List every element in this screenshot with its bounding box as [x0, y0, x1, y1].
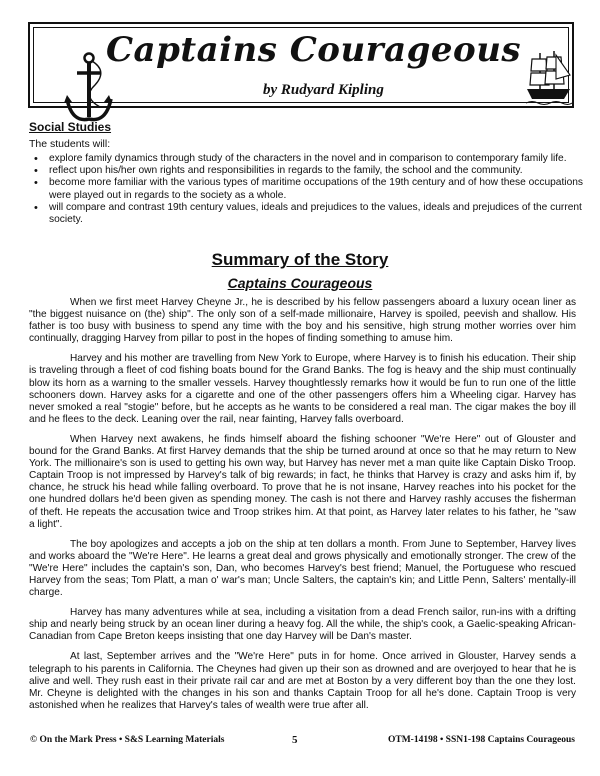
story-paragraph: At last, September arrives and the "We're Here" puts in for home. Once arrived in Glouster, Harvey sends a telegraph to his parents in California. The Cheynes had given up their son as drowned and are overjoyed to hear that he is alive and well. They rush east in their private rail car and are met at Boston by a very different boy than the one they lost. Mr. Cheyne is delighted with the changes in his son and thanks Captain Troop for all he's done. Captain Troop is very astonished when he realizes that Harvey's tales of wealth were true after all. — [29, 651, 576, 711]
banner-title: Captains Courageous — [106, 30, 522, 70]
banner-author: by Rudyard Kipling — [263, 82, 384, 98]
story-paragraph: When we first meet Harvey Cheyne Jr., he is described by his fellow passengers aboard a luxury ocean liner as "the biggest nuisance on (the) ship". The only son of a self-made millionaire, Harvey is spoiled, peevish and shallow. His father is too busy with business to spend any time with the boy and his sensitive, high strung mother worries over him continually, dragging Harvey from pillar to post in the hopes of finding something to amuse him. — [29, 297, 576, 345]
list-item: • explore family dynamics through study of the characters in the novel and in comparison to contemporary family life. — [49, 153, 594, 165]
list-item: • will compare and contrast 19th century values, ideals and prejudices to the values, ideals and prejudices of the current society. — [49, 202, 594, 226]
list-item: • reflect upon his/her own rights and responsibilities in regards to the family, the school and the community. — [49, 165, 594, 177]
story-paragraph: Harvey has many adventures while at sea, including a visitation from a dead French sailor, run-ins with a drifting ship and nearly being struck by an ocean liner during a heavy fog. All the while, the ship's cook, a Gaelic-speaking African-Canadian from Cape Breton keeps insisting that one day Harvey will be Dan's master. — [29, 607, 576, 643]
story-summary — [29, 297, 576, 720]
footer-catalog: OTM-14198 • SSN1-198 Captains Courageous — [387, 735, 575, 745]
social-studies-heading: Social Studies — [29, 120, 112, 134]
story-paragraph: Harvey and his mother are travelling from New York to Europe, where Harvey is to finish his education. Their ship is traveling through a fleet of cod fishing boats bound for the Grand Banks. The fog is heavy and the ship must continually blow its horn as a warning to the smaller vessels. Harvey thoughtlessly remarks how it would be fun to run one of the little schooners down. Harvey asks for a cigarette and one of the other passengers offers him a Wheeling cigar. Harvey has never smoked a real "stogie" before, but he accepts as he wants to be considered a real man. The cigar makes the boy ill and he flees to the deck. Leaning over the rail, near fainting, Harvey falls overboard. — [29, 353, 576, 425]
page-number: 5 — [292, 734, 298, 746]
footer-publisher: © On the Mark Press • S&S Learning Materials — [30, 735, 225, 745]
page-footer — [30, 735, 575, 749]
title-banner — [28, 22, 574, 108]
summary-heading: Summary of the Story — [211, 250, 389, 269]
social-studies-intro: The students will: — [29, 138, 111, 150]
list-item: • become more familiar with the various types of maritime occupations of the 19th century and of how these occupations were played out in regards to the society as a whole. — [49, 177, 594, 201]
objectives-list — [29, 153, 594, 226]
summary-subheading: Captains Courageous — [227, 275, 373, 291]
sailing-ship-icon — [526, 49, 572, 109]
story-paragraph: The boy apologizes and accepts a job on the ship at ten dollars a month. From June to September, Harvey lives and works aboard the "We're Here". He learns a great deal and grows physically and emotionally stronger. The crew of the "We're Here" includes the captain's son, Dan, who becomes Harvey's best friend; Manuel, the Portuguese who rescued Harvey from the seas; Tom Platt, a man o' war's man; Uncle Salters, the captain's kin; and Little Penn, Salters' mentally-ill charge. — [29, 538, 576, 599]
story-paragraph: When Harvey next awakens, he finds himself aboard the fishing schooner "We're Here" out of Glouster and bound for the Grand Banks. At first Harvey demands that the ship be turned around at once so that he may return to New York. The millionaire's son is used to getting his own way, but Harvey has never met a man quite like Captain Disko Troop. Captain Troop is not impressed by Harvey's talk of big rewards; in fact, he thinks that Harvey is crazy and asks him if, by chance, he struck his head while falling overboard. To prove that he is not insane, Harvey reaches into his pocket for the one hundred dollars he'd been given as spending money. The cash is not there and Harvey rashly accuses the fisherman of theft. He repeats the accusation twice and Troop strikes him. At that point, as Harvey later relates to his father, he "saw a light". — [29, 433, 576, 530]
